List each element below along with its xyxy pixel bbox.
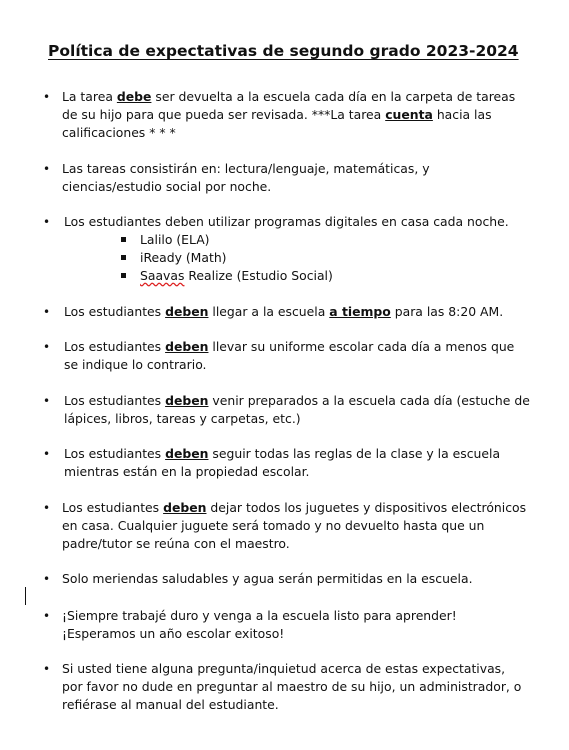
- list-item: • Las tareas consistirán en: lectura/lenguaje, matemáticas, y ciencias/estudio social por noche.: [43, 161, 430, 194]
- sub-list-item: Saavas Realize (Estudio Social): [140, 267, 440, 285]
- square-bullet: [121, 237, 126, 242]
- text-cursor: [25, 587, 26, 605]
- list-item: • Los estudiantes deben venir preparados a la escuela cada día (estuche de lápices, libros, tareas y carpetas, etc.): [43, 393, 530, 426]
- list-item: • ¡Siempre trabajé duro y venga a la escuela listo para aprender! ¡Esperamos un año escolar exitoso!: [43, 608, 457, 641]
- list-item: • Los estudiantes deben utilizar programas digitales en casa cada noche.: [43, 214, 509, 229]
- bullet: •: [43, 340, 51, 354]
- bullet: •: [43, 609, 51, 623]
- bullet: •: [43, 501, 51, 515]
- list-item: • Si usted tiene alguna pregunta/inquietud acerca de estas expectativas, por favor no dude en preguntar al maestro de su hijo, un administrador, o refiérase al manual del estudiante.: [43, 661, 522, 712]
- sub-list-item: Lalilo (ELA): [140, 231, 440, 249]
- list-item: • Los estudiantes deben dejar todos los juguetes y dispositivos electrónicos en casa. Cualquier juguete será tomado y no devuelto hasta que un padre/tutor se reúna con el maestro.: [43, 500, 527, 551]
- bullet: •: [43, 572, 51, 586]
- square-bullet: [121, 255, 126, 260]
- list-item: • La tarea debe ser devuelta a la escuela cada día en la carpeta de tareas de su hijo para que pueda ser revisada. ***La tarea cuenta hacia las calificaciones * * *: [43, 89, 516, 140]
- bullet: •: [43, 447, 51, 461]
- list-item: • Los estudiantes deben seguir todas las reglas de la clase y la escuela mientras están en la propiedad escolar.: [43, 446, 501, 479]
- bullet: •: [43, 162, 51, 176]
- bullet: •: [43, 662, 51, 676]
- list-item: • Los estudiantes deben llegar a la escuela a tiempo para las 8:20 AM.: [43, 304, 504, 319]
- bullet: •: [43, 394, 51, 408]
- list-item: • Los estudiantes deben llevar su uniforme escolar cada día a menos que se indique lo contrario.: [43, 339, 515, 372]
- bullet: •: [43, 305, 51, 319]
- bullet: •: [43, 215, 51, 229]
- sub-list-item: iReady (Math): [140, 249, 440, 267]
- bullet: •: [43, 90, 51, 104]
- list-item: • Solo meriendas saludables y agua serán permitidas en la escuela.: [43, 571, 473, 586]
- spellcheck-word: Saavas: [140, 268, 185, 283]
- document-title: Política de expectativas de segundo grado 2023-2024: [48, 42, 519, 60]
- square-bullet: [121, 273, 126, 278]
